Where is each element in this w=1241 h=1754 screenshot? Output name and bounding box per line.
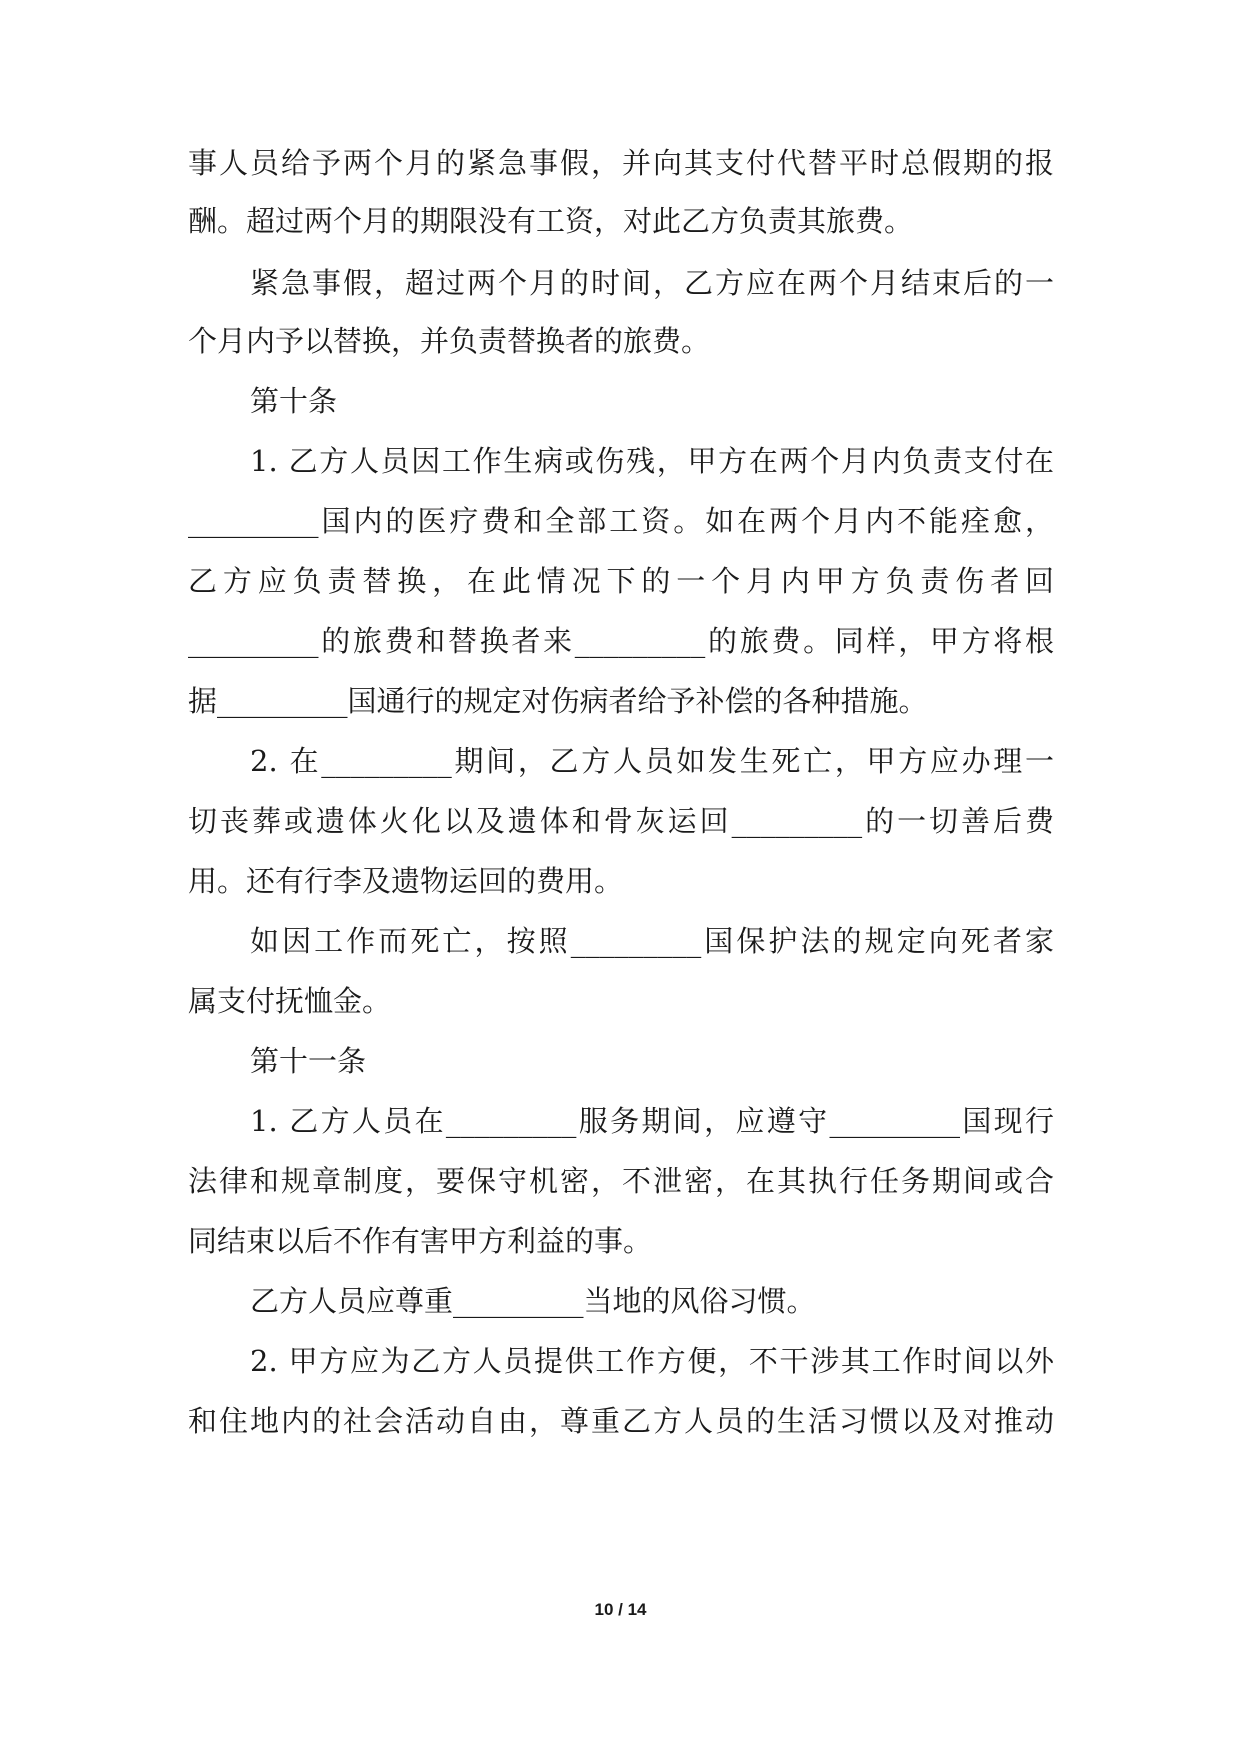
- text-line: 据_________国通行的规定对伤病者给予补偿的各种措施。: [188, 684, 928, 718]
- text-line: 酬。超过两个月的期限没有工资，对此乙方负责其旅费。: [188, 204, 914, 238]
- article-heading: 第十一条: [250, 1044, 367, 1078]
- text-line: 2. 甲方应为乙方人员提供工作方便，不干涉其工作时间以外: [250, 1344, 1054, 1378]
- article-heading: 第十条: [250, 384, 338, 418]
- text-line: 用。还有行李及遗物运回的费用。: [188, 864, 624, 898]
- text-line: 紧急事假，超过两个月的时间，乙方应在两个月结束后的一: [250, 266, 1054, 300]
- text-line: 同结束以后不作有害甲方利益的事。: [188, 1224, 653, 1258]
- text-line: 如因工作而死亡，按照_________国保护法的规定向死者家: [250, 924, 1054, 958]
- page-number: 10 / 14: [594, 1600, 647, 1619]
- text-line: _________国内的医疗费和全部工资。如在两个月内不能痊愈，: [188, 504, 1054, 538]
- text-line: 切丧葬或遗体火化以及遗体和骨灰运回_________的一切善后费: [188, 804, 1054, 838]
- text-line: 2. 在_________期间，乙方人员如发生死亡，甲方应办理一: [250, 744, 1054, 778]
- text-line: 1. 乙方人员因工作生病或伤残，甲方在两个月内负责支付在: [250, 444, 1054, 478]
- text-line: _________的旅费和替换者来_________的旅费。同样，甲方将根: [188, 624, 1054, 658]
- text-line: 乙方人员应尊重_________当地的风俗习惯。: [250, 1284, 816, 1318]
- text-line: 1. 乙方人员在_________服务期间，应遵守_________国现行: [250, 1104, 1054, 1138]
- text-line: 乙方应负责替换，在此情况下的一个月内甲方负责伤者回: [188, 564, 1054, 598]
- text-line: 法律和规章制度，要保守机密，不泄密，在其执行任务期间或合: [188, 1164, 1054, 1198]
- text-line: 个月内予以替换，并负责替换者的旅费。: [188, 324, 711, 358]
- text-line: 属支付抚恤金。: [188, 984, 392, 1018]
- text-line: 事人员给予两个月的紧急事假，并向其支付代替平时总假期的报: [188, 146, 1054, 180]
- text-line: 和住地内的社会活动自由，尊重乙方人员的生活习惯以及对推动: [188, 1404, 1054, 1438]
